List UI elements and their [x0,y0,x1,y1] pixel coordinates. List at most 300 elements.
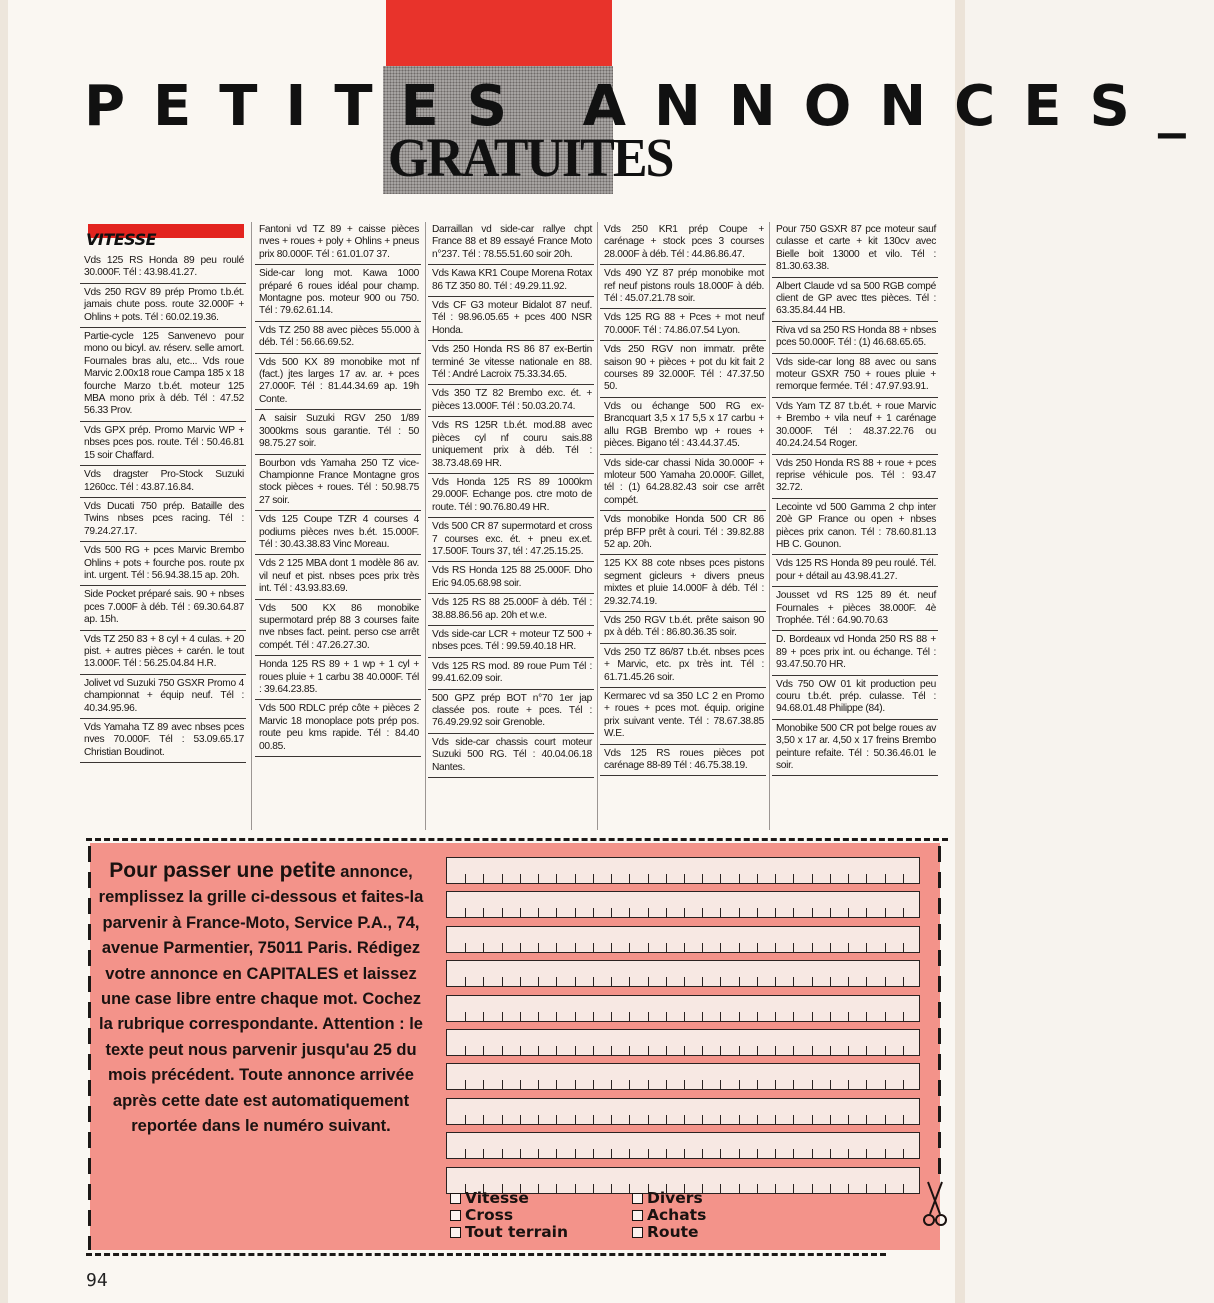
ads-column-4 [600,222,766,776]
grid-cell-divider [593,977,594,986]
grid-cell-divider [502,1149,503,1158]
checkbox-label: Achats [647,1206,707,1224]
grid-cell-divider [611,1184,612,1193]
grid-cell-divider [684,1080,685,1089]
grid-cell-divider [775,1046,776,1055]
grid-cell-divider [538,1115,539,1124]
ads-column-5 [772,222,938,776]
grid-cell-divider [629,1046,630,1055]
grid-cell-divider [775,943,776,952]
grid-cell-divider [793,1012,794,1021]
grid-cell-divider [483,874,484,883]
grid-cell-divider [775,1115,776,1124]
grid-cell-divider [465,908,466,917]
grid-cell-divider [520,874,521,883]
grid-cell-divider [757,874,758,883]
classified-ad: Fantoni vd TZ 89 + caisse pièces nves + roues + poly + Ohlins + pneus prix 80.000F. Tél : 61.01.07 37. [255,222,421,265]
grid-row[interactable] [446,995,920,1022]
grid-cell-divider [502,1012,503,1021]
grid-cell-divider [520,1115,521,1124]
grid-cell-divider [830,874,831,883]
grid-cell-divider [885,908,886,917]
grid-cell-divider [520,1080,521,1089]
grid-cell-divider [520,1046,521,1055]
grid-cell-divider [830,943,831,952]
grid-cell-divider [702,977,703,986]
grid-cell-divider [575,1115,576,1124]
grid-cell-divider [720,943,721,952]
grid-cell-divider [684,874,685,883]
cut-line-bottom [86,1253,886,1256]
grid-cell-divider [739,908,740,917]
grid-cell-divider [483,1115,484,1124]
grid-cell-divider [830,1012,831,1021]
grid-cell-divider [483,1149,484,1158]
classified-ad: Vds RS 125R t.b.ét. mod.88 avec pièces cyl nf couru sais.88 uniquement prix à déb. Tél : 38.73.48.69 HR. [428,417,594,474]
classified-ad: Vds 125 RS mod. 89 roue Pum Tél : 99.41.62.09 soir. [428,658,594,690]
classified-ad: Vds RS Honda 125 88 25.000F. Dho Eric 94.05.68.98 soir. [428,562,594,594]
classified-ad: Vds 500 KX 89 monobike mot nf (fact.) jtes larges 17 av. ar. + pces 27.000F. Tél : 81.44.34.69 ap. 19h Conte. [255,354,421,411]
grid-cell-divider [520,1012,521,1021]
classified-ad: Vds side-car LCR + moteur TZ 500 + nbses pces. Tél : 99.59.40.18 HR. [428,626,594,658]
classified-ad: Honda 125 RS 89 + 1 wp + 1 cyl + roues pluie + 1 carbu 38 40.000F. Tél : 39.64.23.85. [255,656,421,700]
checkbox[interactable] [632,1227,643,1238]
classified-ad: Vds 125 RG 88 + Pces + mot neuf 70.000F. Tél : 74.86.07.54 Lyon. [600,309,766,341]
grid-cell-divider [593,1184,594,1193]
grid-cell-divider [465,1046,466,1055]
grid-cell-divider [812,1115,813,1124]
rubric-header [80,222,246,250]
grid-cell-divider [611,908,612,917]
classified-ad: Vds Kawa KR1 Coupe Morena Rotax 86 TZ 350 80. Tél : 49.29.11.92. [428,265,594,297]
classified-ad: Vds 2 125 MBA dont 1 modèle 86 av. vil neuf et pist. nbses pces prix très int. Tél : 43.93.83.69. [255,555,421,599]
grid-cell-divider [684,1149,685,1158]
grid-cell-divider [793,1184,794,1193]
grid-cell-divider [483,1012,484,1021]
grid-cell-divider [793,943,794,952]
category-option[interactable] [632,1190,706,1207]
grid-cell-divider [465,1080,466,1089]
grid-cell-divider [575,977,576,986]
column-divider [425,222,426,830]
grid-cell-divider [538,908,539,917]
grid-cell-divider [903,977,904,986]
grid-cell-divider [575,1080,576,1089]
classified-ad: Vds Honda 125 RS 89 1000km 29.000F. Echange pos. ctre moto de route. Tél : 90.76.80.49 HR. [428,474,594,518]
grid-cell-divider [611,1046,612,1055]
grid-cell-divider [629,908,630,917]
grid-cell-divider [648,1012,649,1021]
grid-cell-divider [483,1046,484,1055]
grid-cell-divider [830,1080,831,1089]
grid-cell-divider [666,1115,667,1124]
classified-ad: Jolivet vd Suzuki 750 GSXR Promo 4 championnat + équip neuf. Tél : 40.34.95.96. [80,675,246,719]
grid-cell-divider [903,1080,904,1089]
grid-cell-divider [648,1115,649,1124]
classified-ad: Vds 500 RDLC prép côte + pièces 2 Marvic 18 monoplace pots prép pos. route peu kms rapide. Tél : 84.40 00.85. [255,700,421,757]
grid-cell-divider [775,977,776,986]
classified-ad: Vds Ducati 750 prép. Bataille des Twins nbses pces racing. Tél : 79.24.27.17. [80,498,246,542]
grid-row[interactable] [446,1098,920,1125]
grid-cell-divider [903,1115,904,1124]
page-title: PETITES ANNONCES_ [84,74,1214,139]
classified-ad: Vds dragster Pro-Stock Suzuki 1260cc. Tél : 43.87.16.84. [80,466,246,498]
grid-cell-divider [702,874,703,883]
grid-cell-divider [757,1046,758,1055]
grid-cell-divider [629,874,630,883]
grid-cell-divider [739,874,740,883]
grid-cell-divider [848,943,849,952]
classified-ad: Vds 490 YZ 87 prép monobike mot ref neuf pistons rouls 18.000F à déb. Tél : 45.07.21.78 soir. [600,265,766,309]
grid-cell-divider [903,908,904,917]
grid-cell-divider [848,1046,849,1055]
grid-cell-divider [538,977,539,986]
grid-cell-divider [502,908,503,917]
grid-cell-divider [793,1115,794,1124]
classified-ad: Vds 500 KX 86 monobike supermotard prép 88 3 courses faite nve nbses fact. peint. perso cse arrêt compét. Tél : 47.26.27.30. [255,600,421,657]
grid-cell-divider [757,1149,758,1158]
grid-cell-divider [629,1184,630,1193]
cut-line-left [88,846,91,1250]
grid-cell-divider [885,943,886,952]
grid-cell-divider [757,1012,758,1021]
classified-ad: Albert Claude vd sa 500 RGB compé client de GP avec ttes pièces. Tél : 63.35.84.44 HB. [772,278,938,322]
grid-cell-divider [684,908,685,917]
grid-cell-divider [611,1080,612,1089]
page-number: 94 [86,1270,108,1291]
entry-grid [446,857,920,1201]
grid-cell-divider [866,1184,867,1193]
grid-cell-divider [793,1080,794,1089]
grid-cell-divider [757,908,758,917]
grid-cell-divider [885,1080,886,1089]
checkbox[interactable] [632,1193,643,1204]
classified-ad: 125 KX 88 cote nbses pces pistons segment gicleurs + divers pneus mixtes et pluie 14.000F à déb. Tél : 29.32.74.19. [600,555,766,612]
classified-ad: 500 GPZ prép BOT n°70 1er jap classée pos. route + pces. Tél : 76.49.29.92 soir Grenoble. [428,690,594,734]
grid-cell-divider [648,1080,649,1089]
grid-cell-divider [538,1080,539,1089]
grid-cell-divider [757,943,758,952]
grid-cell-divider [812,1080,813,1089]
grid-cell-divider [684,1046,685,1055]
grid-row[interactable] [446,960,920,987]
grid-cell-divider [629,943,630,952]
grid-cell-divider [575,943,576,952]
grid-cell-divider [556,1149,557,1158]
grid-cell-divider [757,977,758,986]
scissors-icon [922,1180,948,1230]
grid-cell-divider [812,908,813,917]
grid-cell-divider [848,908,849,917]
classified-ad: Vds 125 Coupe TZR 4 courses 4 podiums pièces nves b.ét. 15.000F. Tél : 30.43.38.83 Vinc Moreau. [255,511,421,555]
grid-cell-divider [903,1184,904,1193]
grid-cell-divider [502,943,503,952]
classified-ad: Vds Yamaha TZ 89 avec nbses pces nves 70.000F. Tél : 53.09.65.17 Christian Boudinot. [80,719,246,763]
grid-cell-divider [903,874,904,883]
classified-ad: Vds 125 RS Honda 89 peu roulé 30.000F. Tél : 43.98.41.27. [80,252,246,284]
grid-cell-divider [812,874,813,883]
checkbox-label: Divers [647,1189,703,1207]
ads-column-2 [255,222,421,757]
ads-column-1 [80,222,246,763]
grid-cell-divider [666,977,667,986]
form-instructions-text: annonce, remplissez la grille ci-dessous et faites-la parvenir à France-Moto, Service P.A., 74, avenue Parmentier, 75011 Paris. Rédigez votre annonce en CAPITALES et laissez une case libre entre chaque mot. Cochez la rubrique correspondante. Attention : le texte peut nous parvenir jusqu'au 25 du mois précédent. Toute annonce arrivée après cette date est automatiquement reportée dans le numéro suivant. [98,863,424,1136]
column-divider [251,222,252,830]
grid-cell-divider [666,943,667,952]
column-divider [597,222,598,830]
grid-cell-divider [720,908,721,917]
grid-cell-divider [483,1080,484,1089]
grid-cell-divider [903,943,904,952]
grid-cell-divider [538,943,539,952]
classified-ad: Vds 500 CR 87 supermotard et cross 7 courses exc. ét. + pneu ex.et. 17.500F. Tours 37, tél : 47.25.15.25. [428,518,594,562]
grid-cell-divider [739,1184,740,1193]
classified-ad: Vds 350 TZ 82 Brembo exc. ét. + pièces 13.000F. Tél : 50.03.20.74. [428,385,594,417]
grid-cell-divider [903,1149,904,1158]
grid-cell-divider [848,874,849,883]
grid-cell-divider [465,1012,466,1021]
grid-cell-divider [648,977,649,986]
grid-cell-divider [793,1149,794,1158]
grid-cell-divider [848,977,849,986]
rubric-label: VITESSE [86,230,157,249]
grid-cell-divider [520,943,521,952]
category-option[interactable] [450,1224,568,1241]
grid-cell-divider [866,1080,867,1089]
grid-cell-divider [556,977,557,986]
grid-cell-divider [720,874,721,883]
grid-cell-divider [611,1115,612,1124]
form-instructions [96,858,426,1139]
grid-cell-divider [848,1149,849,1158]
checkbox-label: Cross [465,1206,514,1224]
grid-cell-divider [465,1115,466,1124]
classified-ad: Riva vd sa 250 RS Honda 88 + nbses pces 50.000F. Tél : (1) 46.68.65.65. [772,322,938,354]
grid-cell-divider [575,1046,576,1055]
classified-ad: Vds side-car chassi Nida 30.000F + mloteur 500 Yamaha 20.000F. Gillet, tél : (1) 64.28.82.43 soir cse arrêt compét. [600,455,766,512]
grid-cell-divider [775,1080,776,1089]
grid-row[interactable] [446,1132,920,1159]
grid-cell-divider [483,908,484,917]
checkbox[interactable] [450,1210,461,1221]
grid-cell-divider [903,1046,904,1055]
grid-cell-divider [666,1046,667,1055]
grid-cell-divider [666,874,667,883]
classified-ad: Vds TZ 250 88 avec pièces 55.000 à déb. Tél : 56.66.69.52. [255,322,421,354]
grid-cell-divider [793,977,794,986]
classified-ad: Vds 250 KR1 prép Coupe + carénage + stock pces 3 courses 28.000F à déb. Tél : 44.86.86.47. [600,222,766,265]
grid-cell-divider [702,908,703,917]
category-option[interactable] [450,1207,568,1224]
grid-row[interactable] [446,926,920,953]
grid-cell-divider [830,908,831,917]
grid-cell-divider [702,1080,703,1089]
grid-cell-divider [848,1080,849,1089]
grid-cell-divider [666,1012,667,1021]
grid-cell-divider [575,1012,576,1021]
grid-cell-divider [483,943,484,952]
checkbox-label: Vitesse [465,1189,529,1207]
grid-cell-divider [866,908,867,917]
grid-row[interactable] [446,891,920,918]
grid-cell-divider [757,1080,758,1089]
grid-cell-divider [885,1149,886,1158]
classified-ad: Side Pocket préparé sais. 90 + nbses pces 7.000F à déb. Tél : 69.30.64.87 ap. 15h. [80,586,246,630]
grid-cell-divider [502,1115,503,1124]
category-option[interactable] [450,1190,568,1207]
classified-ad: Monobike 500 CR pot belge roues av 3,50 x 17 ar. 4,50 x 17 freins Brembo peinture refaite. Tél : 50.36.46.01 le soir. [772,720,938,777]
grid-cell-divider [556,908,557,917]
grid-cell-divider [812,977,813,986]
grid-cell-divider [538,1046,539,1055]
column-divider [769,222,770,830]
category-checkboxes-right [632,1190,706,1241]
grid-cell-divider [775,1149,776,1158]
grid-row[interactable] [446,857,920,884]
grid-cell-divider [812,1184,813,1193]
classified-ad: Vds 250 Honda RS 86 87 ex-Bertin terminé 3e vitesse nationale en 88. Tél : André Lacroix 75.33.34.65. [428,341,594,385]
grid-cell-divider [648,908,649,917]
grid-cell-divider [465,874,466,883]
classified-ad: Vds side-car long 88 avec ou sans moteur GSXR 750 + roues pluie + remorque fermée. Tél : 47.97.93.91. [772,354,938,398]
grid-cell-divider [538,1012,539,1021]
grid-cell-divider [520,1149,521,1158]
grid-cell-divider [648,943,649,952]
grid-cell-divider [885,1046,886,1055]
category-checkboxes-left [450,1190,568,1241]
checkbox[interactable] [632,1210,643,1221]
grid-cell-divider [556,1012,557,1021]
grid-cell-divider [720,977,721,986]
grid-cell-divider [575,1149,576,1158]
checkbox[interactable] [450,1227,461,1238]
grid-cell-divider [520,977,521,986]
grid-cell-divider [575,874,576,883]
grid-cell-divider [502,1080,503,1089]
classified-ad: Vds ou échange 500 RG ex-Brancquart 3,5 x 17 5,5 x 17 carbu + allu RGB Brembo wp + roues + pièces. Bigano tél : 43.44.37.45. [600,398,766,455]
grid-cell-divider [885,874,886,883]
grid-cell-divider [866,1046,867,1055]
grid-cell-divider [885,1115,886,1124]
grid-cell-divider [684,1012,685,1021]
page-subtitle: GRATUITES [388,128,673,189]
grid-cell-divider [593,1046,594,1055]
classified-ad: Vds CF G3 moteur Bidalot 87 neuf. Tél : 98.96.05.65 + pces 400 NSR Honda. [428,297,594,341]
grid-cell-divider [866,977,867,986]
grid-cell-divider [739,1149,740,1158]
grid-cell-divider [866,874,867,883]
grid-cell-divider [775,874,776,883]
ads-columns [80,222,946,834]
grid-cell-divider [812,943,813,952]
grid-cell-divider [593,1012,594,1021]
grid-cell-divider [830,1115,831,1124]
checkbox[interactable] [450,1193,461,1204]
classified-ad: Kermarec vd sa 350 LC 2 en Promo + roues + pces mot. équip. origine prix suivant vente. Tél : 78.67.38.85 W.E. [600,688,766,745]
classified-ad: Pour 750 GSXR 87 pce moteur sauf culasse et carte + kit 130cv avec Bielle boit 13000 et vilo. Tél : 81.30.63.38. [772,222,938,278]
classified-ad: Vds 250 RGV non immatr. prête saison 90 + pièces + pot du kit fait 2 courses 89 32.000F. Tél : 47.37.50 50. [600,341,766,398]
classified-ad: A saisir Suzuki RGV 250 1/89 3000kms sous garantie. Tél : 50 98.75.27 soir. [255,410,421,454]
page-edge-left [0,0,8,1303]
grid-cell-divider [593,1115,594,1124]
grid-row[interactable] [446,1063,920,1090]
classified-ad: Side-car long mot. Kawa 1000 préparé 6 roues idéal pour champ. Montagne pos. moteur 900 ou 750. Tél : 79.62.61.14. [255,265,421,322]
header-red-block [386,0,612,66]
classified-ad: Vds TZ 250 83 + 8 cyl + 4 culas. + 20 pist. + autres pièces + carén. le tout 13.000F. Tél : 56.25.04.84 H.R. [80,631,246,675]
grid-cell-divider [775,1184,776,1193]
grid-cell-divider [520,908,521,917]
classified-ad: Vds 250 TZ 86/87 t.b.ét. nbses pces + Marvic, etc. px très int. Tél : 61.71.45.26 soir. [600,644,766,688]
grid-cell-divider [593,908,594,917]
grid-cell-divider [502,874,503,883]
grid-cell-divider [648,1149,649,1158]
grid-cell-divider [757,1115,758,1124]
grid-cell-divider [629,1012,630,1021]
grid-cell-divider [648,874,649,883]
grid-cell-divider [684,1115,685,1124]
grid-cell-divider [611,1149,612,1158]
grid-cell-divider [666,1080,667,1089]
grid-cell-divider [848,1184,849,1193]
grid-cell-divider [720,1046,721,1055]
grid-cell-divider [556,874,557,883]
grid-cell-divider [702,1046,703,1055]
grid-row[interactable] [446,1029,920,1056]
grid-cell-divider [793,1046,794,1055]
grid-cell-divider [702,943,703,952]
grid-cell-divider [483,977,484,986]
grid-cell-divider [830,1184,831,1193]
grid-cell-divider [720,1149,721,1158]
grid-cell-divider [757,1184,758,1193]
grid-cell-divider [666,908,667,917]
grid-cell-divider [739,1080,740,1089]
classified-ad: Vds side-car chassis court moteur Suzuki 500 RG. Tél : 40.04.06.18 Nantes. [428,734,594,778]
grid-cell-divider [538,874,539,883]
grid-cell-divider [702,1012,703,1021]
grid-cell-divider [629,1149,630,1158]
grid-cell-divider [648,1046,649,1055]
grid-cell-divider [629,977,630,986]
grid-cell-divider [538,1149,539,1158]
category-option[interactable] [632,1224,706,1241]
grid-cell-divider [848,1115,849,1124]
grid-cell-divider [465,943,466,952]
grid-cell-divider [793,908,794,917]
grid-cell-divider [793,874,794,883]
classified-ad: Bourbon vds Yamaha 250 TZ vice-Championne France Montagne gros stock pièces + roues. Tél : 50.98.75 27 soir. [255,455,421,512]
grid-cell-divider [775,1012,776,1021]
category-option[interactable] [632,1207,706,1224]
grid-cell-divider [593,1080,594,1089]
grid-cell-divider [739,1046,740,1055]
grid-cell-divider [720,1184,721,1193]
grid-cell-divider [702,1149,703,1158]
classified-ad: Jousset vd RS 125 89 ét. neuf Fournales + pièces 38.000F. 4è Trophée. Tél : 64.90.70.63 [772,587,938,631]
grid-cell-divider [830,1149,831,1158]
grid-cell-divider [739,1115,740,1124]
classified-ad: Vds 500 RG + pces Marvic Brembo Ohlins + pots + fourche pos. route px int. urgent. Tél : 56.94.38.15 ap. 20h. [80,542,246,586]
grid-cell-divider [885,1012,886,1021]
ads-column-3 [428,222,594,778]
grid-cell-divider [502,977,503,986]
form-instructions-lead: Pour passer une petite [109,859,336,882]
grid-cell-divider [575,1184,576,1193]
grid-cell-divider [611,943,612,952]
grid-cell-divider [575,908,576,917]
grid-cell-divider [720,1080,721,1089]
grid-cell-divider [629,1115,630,1124]
